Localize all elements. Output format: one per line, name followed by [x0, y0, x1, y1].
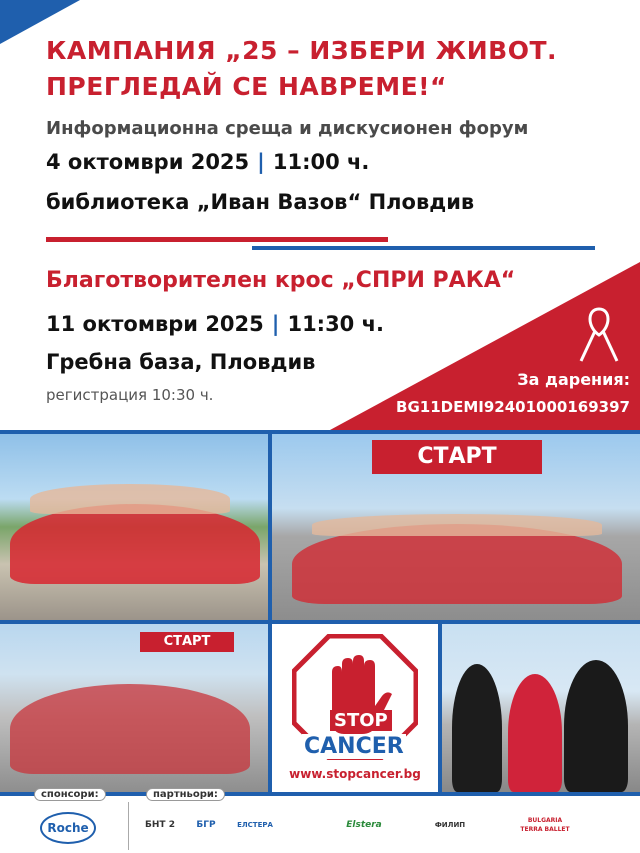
sponsors-label: спонсори: [34, 788, 106, 801]
charity-run-title: Благотворителен крос „СПРИ РАКА“ [46, 268, 516, 293]
roche-logo: Roche [40, 812, 96, 844]
stop-sign-icon [292, 634, 418, 760]
awareness-ribbon-icon [577, 305, 621, 365]
partner-logo-terra-ballet: BULGARIA TERRA BALLET [520, 817, 570, 833]
event1-venue: библиотека „Иван Вазов“ Пловдив [46, 190, 475, 214]
partner-logo-elstera: Elstera [346, 820, 382, 830]
partner-logo-elstera-bg: ЕЛСТЕРА [237, 821, 273, 829]
donation-iban: BG11DEMI92401000169397 [396, 398, 630, 416]
partners-label: партньори: [146, 788, 225, 801]
separator: | [257, 150, 265, 174]
photo-medal-winners [442, 624, 640, 792]
event2-venue: Гребна база, Пловдив [46, 350, 316, 374]
campaign-title-line1: КАМПАНИЯ „25 – ИЗБЕРИ ЖИВОТ. [46, 36, 558, 65]
sponsors-footer [0, 789, 640, 853]
photo-runners-start [0, 624, 268, 792]
event2-datetime [46, 312, 384, 336]
event2-date: 11 октомври 2025 [46, 312, 264, 336]
photo-runners-cheering [0, 434, 268, 620]
start-banner-small: СТАРТ [140, 632, 234, 652]
donation-label: За дарения: [517, 370, 630, 389]
event2-time: 11:30 ч. [287, 312, 385, 336]
footer-divider [128, 802, 129, 850]
partner-logo-bgr: БГР [196, 820, 216, 830]
partner-logo-filip: ФИЛИП [434, 821, 466, 829]
cancer-text: CANCER [304, 734, 404, 759]
campaign-title-line2: ПРЕГЛЕДАЙ СЕ НАВРЕМЕ!“ [46, 72, 447, 101]
start-banner-large: СТАРТ [372, 440, 542, 474]
registration-time: регистрация 10:30 ч. [46, 386, 214, 404]
separator: | [271, 312, 280, 336]
forum-subtitle: Информационна среща и дискусионен форум [46, 118, 529, 139]
stop-text: STOP [330, 710, 392, 731]
stop-cancer-logo [272, 624, 438, 792]
photo-collage [0, 430, 640, 796]
photo-start-line-group [272, 434, 640, 620]
event1-date: 4 октомври 2025 [46, 150, 250, 174]
event1-time: 11:00 ч. [272, 150, 370, 174]
partner-logo-bnt2: БНТ 2 [145, 820, 175, 830]
stop-cancer-url[interactable]: www.stopcancer.bg [289, 767, 421, 781]
